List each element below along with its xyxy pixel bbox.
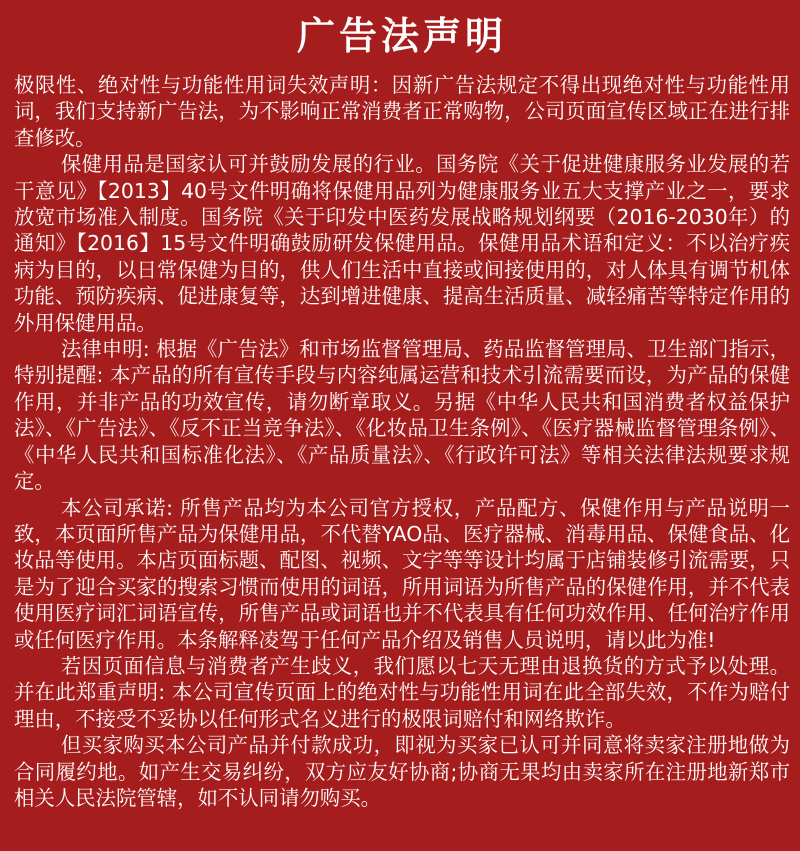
paragraph-dispute-handling: 若因页面信息与消费者产生歧义，我们愿以七天无理由退换货的方式予以处理。并在此郑重声明: 本公司宣传页面上的绝对性与功能性用词在此全部失效，不作为赔付理由，不接受不妥协以任何形式名义进行的极限词赔付和网络欺诈。 <box>14 653 790 731</box>
paragraph-legal-statement: 法律申明: 根据《广告法》和市场监督管理局、药品监督管理局、卫生部门指示，特别提醒: 本产品的所有宣传手段与内容纯属运营和技术引流需要而设，为产品的保健作用，并非产品的功效宣传，请勿断章取义。另据《中华人民共和国消费者权益保护法》、《广告法》、《反不正当竞争法》、《化妆品卫生条例》、《医疗器械监督管理条例》、《中华人民共和国标准化法》、《产品质量法》、《行政许可法》等相关法律法规要求规定。 <box>14 337 790 494</box>
paragraph-company-commitment: 本公司承诺: 所售产品均为本公司官方授权，产品配方、保健作用与产品说明一致，本页面所售产品为保健用品，不代替YAO品、医疗器械、消毒用品、保健食品、化妆品等使用。本店页面标题、配图、视频、文字等等设计均属于店铺装修引流需要，只是为了迎合买家的搜索习惯而使用的词语，所用词语为所售产品的保健作用，并不代表使用医疗词汇词语宣传，所售产品或词语也并不代表具有任何功效作用、任何治疗作用或任何医疗作用。本条解释凌驾于任何产品介绍及销售人员说明，请以此为准! <box>14 495 790 652</box>
page-title: 广告法声明 <box>296 14 507 58</box>
notice-body <box>14 72 790 811</box>
paragraph-health-products: 保健用品是国家认可并鼓励发展的行业。国务院《关于促进健康服务业发展的若干意见》【2013】40号文件明确将保健用品列为健康服务业五大支撑产业之一，要求放宽市场准入制度。国务院《关于印发中医药发展战略规划纲要（2016-2030年）的通知》【2016】15号文件明确鼓励研发保健用品。保健用品术语和定义：不以治疗疾病为目的，以日常保健为目的，供人们生活中直接或间接使用的，对人体具有调节机体功能、预防疾病、促进康复等，达到增进健康、提高生活质量、减轻痛苦等特定作用的外用保健用品。 <box>14 152 790 335</box>
paragraph-jurisdiction: 但买家购买本公司产品并付款成功，即视为买家已认可并同意将卖家注册地做为合同履约地。如产生交易纠纷，双方应友好协商;协商无果均由卖家所在注册地新郑市相关人民法院管辖，如不认同请勿购买。 <box>14 733 790 810</box>
paragraph-absolute-terms: 极限性、绝对性与功能性用词失效声明：因新广告法规定不得出现绝对性与功能性用词，我们支持新广告法，为不影响正常消费者正常购物，公司页面宣传区域正在进行排查修改。 <box>14 73 790 150</box>
